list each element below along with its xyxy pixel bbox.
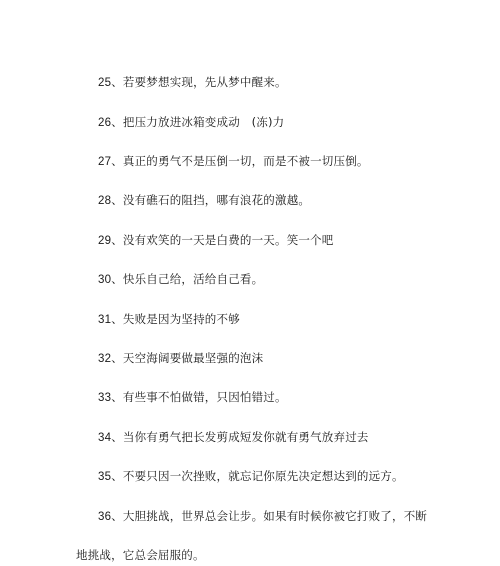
list-item: 25、若要梦想实现，先从梦中醒来。: [98, 75, 287, 89]
list-item: 29、没有欢笑的一天是白费的一天。笑一个吧: [98, 233, 334, 247]
list-item: 34、当你有勇气把长发剪成短发你就有勇气放弃过去: [98, 430, 369, 444]
list-item: 32、天空海阔要做最坚强的泡沫: [98, 351, 264, 365]
list-item-continuation: 地挑战，它总会屈服的。: [76, 548, 205, 562]
list-item: 31、失败是因为坚持的不够: [98, 312, 240, 326]
list-item: 33、有些事不怕做错，只因怕错过。: [98, 390, 287, 404]
list-item: 27、真正的勇气不是压倒一切，而是不被一切压倒。: [98, 154, 369, 168]
list-item: 28、没有礁石的阻挡，哪有浪花的激越。: [98, 193, 311, 207]
list-item: 35、不要只因一次挫败，就忘记你原先决定想达到的远方。: [98, 469, 404, 483]
list-item: 26、把压力放进冰箱变成动 (冻)力: [98, 115, 285, 129]
list-item: 30、快乐自己给，活给自己看。: [98, 272, 264, 286]
list-item: 36、大胆挑战，世界总会让步。如果有时候你被它打败了，不断: [98, 509, 428, 523]
